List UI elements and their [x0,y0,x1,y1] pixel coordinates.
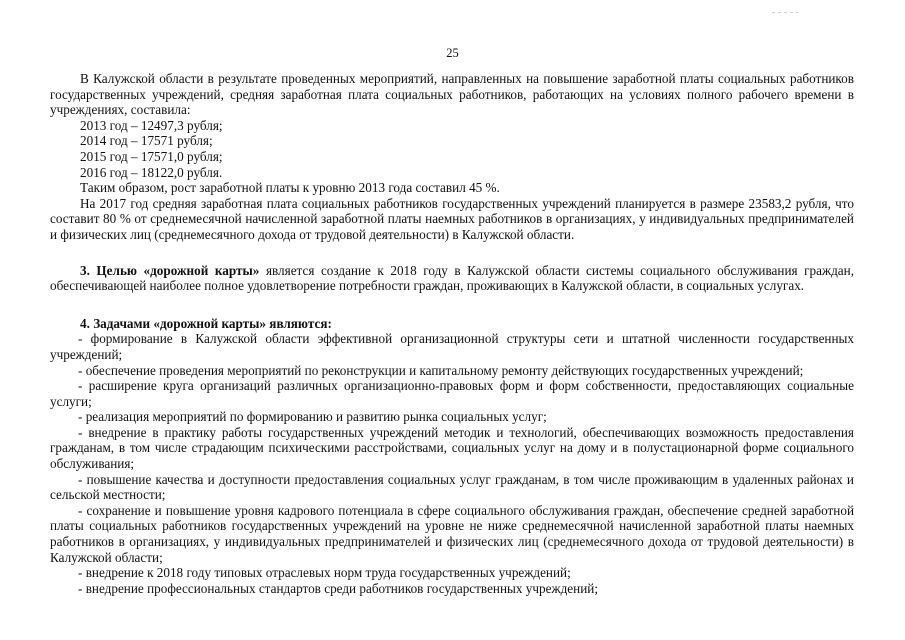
task-item-3: - расширение круга организаций различных организационно-правовых форм и форм собственности, предоставляющих социальные услуги; [50,378,854,409]
goal-heading: 3. Целью «дорожной карты» [80,262,260,278]
salary-year-2014: 2014 год – 17571 рубля; [80,133,213,149]
document-body [50,71,854,596]
tasks-heading [50,316,854,332]
salary-year-2015: 2015 год – 17571,0 рубля; [80,148,223,164]
goal-paragraph [50,263,854,294]
salary-growth-paragraph: Таким образом, рост заработной платы к уровню 2013 года составил 45 %. [80,180,500,196]
page-number: 25 [446,46,459,60]
salary-year-2013: 2013 год – 12497,3 рубля; [80,117,223,133]
task-item-8: - внедрение к 2018 году типовых отраслевых норм труда государственных учреждений; [78,565,571,581]
task-item-4: - реализация мероприятий по формированию и развитию рынка социальных услуг; [78,409,547,425]
task-item-2: - обеспечение проведения мероприятий по реконструкции и капитальному ремонту действующих государственных учреждений; [78,362,804,378]
scan-artifact [772,12,798,13]
salary-year-2016: 2016 год – 18122,0 рубля. [80,164,223,180]
tasks-heading-text: 4. Задачами «дорожной карты» являются: [80,315,332,331]
task-item-7: - сохранение и повышение уровня кадрового потенциала в сфере социального обслуживания граждан, обеспечение средней заработной платы социальных работников государственных учреждений на уровне не ниже среднемесячной начисленной заработной платы наемных работников в организациях, у индивидуальных предпринимателей и физических лиц (среднемесячного дохода от трудовой деятельности) в Калужской области; [50,502,854,565]
salary-plan-2017-paragraph: На 2017 год средняя заработная плата социальных работников государственных учреждений планируется в размере 23583,2 рубля, что составит 80 % от среднемесячной начисленной заработной платы наемных работников в организациях, у индивидуальных предпринимателей и физических лиц (среднемесячного дохода от трудовой деятельности) в Калужской области. [50,195,854,242]
salary-intro-paragraph: В Калужской области в результате проведенных мероприятий, направленных на повышение заработной платы социальных работников государственных учреждений, средняя заработная плата социальных работников, работающих на условиях полного рабочего времени в учреждениях, составила: [50,71,854,118]
task-item-5: - внедрение в практику работы государственных учреждений методик и технологий, обеспечивающих возможность предоставления гражданам, в том числе страдающим психическими расстройствами, социальных услуг на дому и в полустационарной форме социального обслуживания; [50,424,854,472]
task-item-9: - внедрение профессиональных стандартов среди работников государственных учреждений; [78,580,598,596]
task-item-1: - формирование в Калужской области эффективной организационной структуры сети и штатной численности государственных учреждений; [50,331,854,362]
task-item-6: - повышение качества и доступности предоставления социальных услуг гражданам, в том числе проживающим в удаленных районах и сельской местности; [50,471,854,503]
goal-text: является создание к 2018 году в Калужской области системы социального обслуживания граждан, обеспечивающей наиболее полное удовлетворение потребности граждан, проживающих в Калужской области, в социальных услугах. [50,262,854,294]
